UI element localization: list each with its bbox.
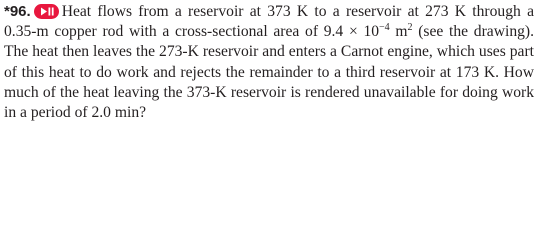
problem-text-part-1: Heat flows from a reservoir at 373 K to a reservoir at 273 K through a 0.35-m copper rod with a cross-sectional area of 9.4 × 10 xyxy=(4,3,534,41)
video-play-icon[interactable] xyxy=(34,4,59,19)
exponent-1: −4 xyxy=(379,22,390,34)
exponent-2: 2 xyxy=(407,22,413,34)
problem-text-part-3: (see the drawing). The heat then leaves the 273-K reservoir and enters a Carnot engine, which uses part of this heat to do work and rejects the remainder to a third reservoir at 173 K. How much of the heat leaving the 373-K reservoir is rendered unavailable for doing work in a period of 2.0 min? xyxy=(4,23,534,122)
problem-text-part-2: m xyxy=(389,23,408,41)
problem-number: *96. xyxy=(4,3,31,20)
